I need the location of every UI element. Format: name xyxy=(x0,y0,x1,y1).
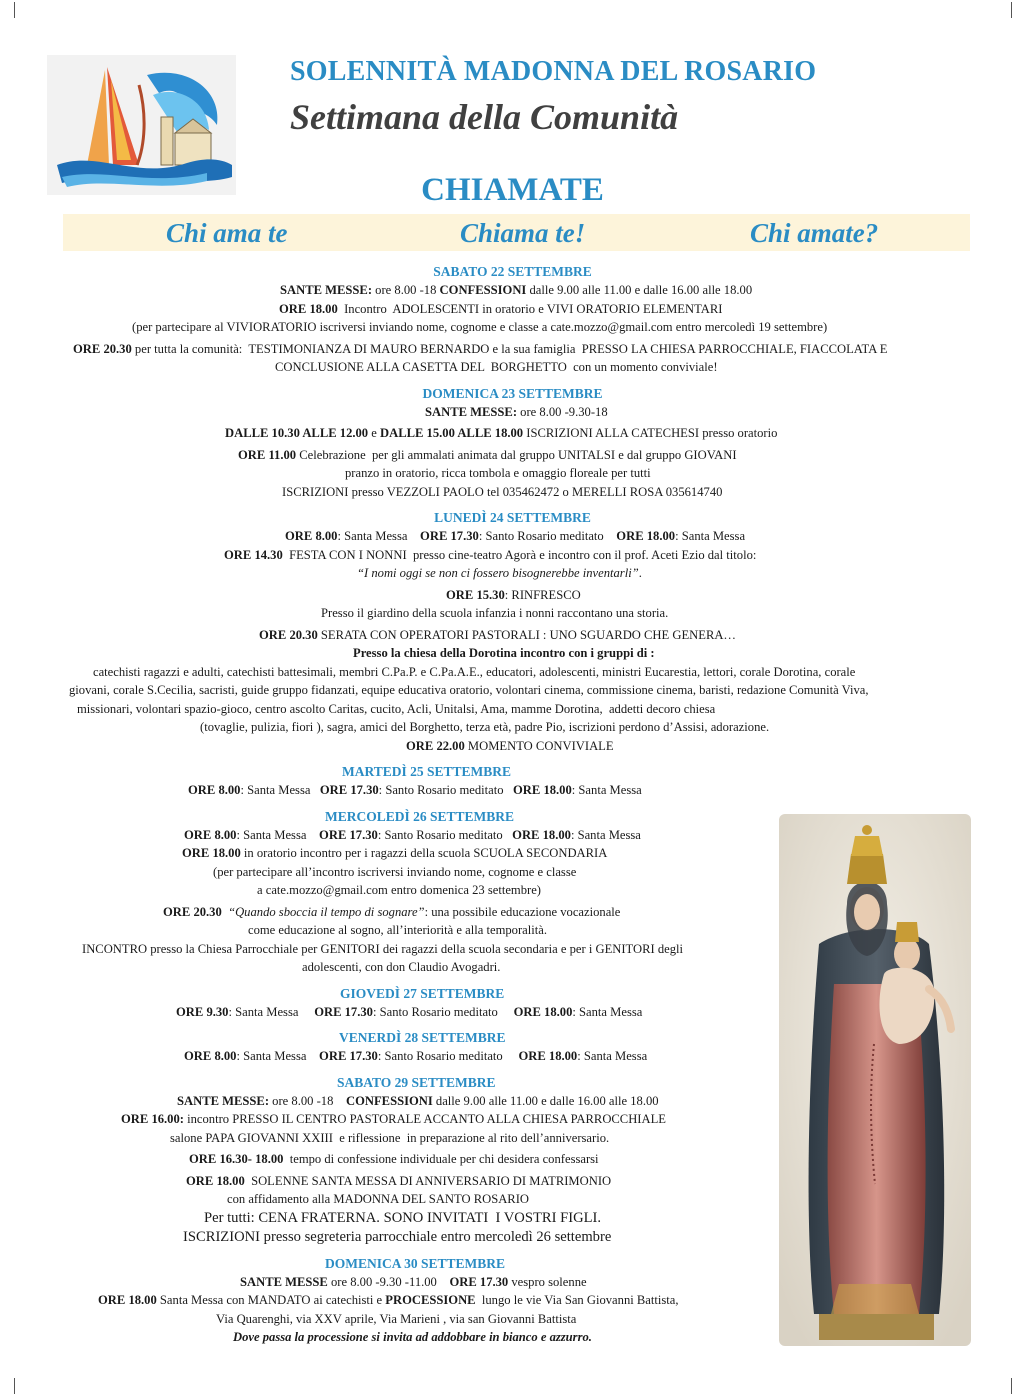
tagline-1: Chi ama te xyxy=(166,218,288,248)
line-text: ORE 18.00 xyxy=(186,1173,245,1188)
line-text: ORE 15.30 xyxy=(446,587,505,602)
line-text: salone PAPA GIOVANNI XXIII e riflessione in preparazione al rito dell’anniversario. xyxy=(170,1130,610,1145)
line-text: a cate.mozzo@gmail.com entro domenica 23 settembre) xyxy=(257,883,541,897)
line-text: catechisti ragazzi e adulti, catechisti battesimali, membri C.Pa.P. e C.Pa.A.E., educatori, adolescenti, ministri Eucarestia, lettori, corale Dorotina, corale xyxy=(93,664,856,679)
schedule-line xyxy=(0,318,1025,337)
line-text: ORE 17.30 xyxy=(319,1049,378,1063)
line-text: dalle 9.00 alle 11.00 e dalle 16.00 alle 18.00 xyxy=(432,1093,659,1108)
day-heading: DOMENICA 30 SETTEMBRE xyxy=(325,1255,506,1271)
schedule-line xyxy=(0,663,1025,682)
schedule-line xyxy=(0,604,1025,623)
schedule-line xyxy=(0,564,1025,583)
schedule-line xyxy=(0,483,1025,502)
line-text: ORE 8.00 xyxy=(184,827,237,842)
line-text: PROCESSIONE xyxy=(385,1293,476,1307)
line-text: (per partecipare all’incontro iscriversi inviando nome, cognome e classe xyxy=(213,864,577,879)
line-text: : Santa Messa xyxy=(572,1004,643,1019)
line-text: adolescenti, con don Claudio Avogadri. xyxy=(302,960,501,974)
tagline-2: Chiama te! xyxy=(460,218,586,248)
schedule-line xyxy=(0,424,1025,443)
event-subtitle: Settimana della Comunità xyxy=(290,97,679,137)
line-text: Presso il giardino della scuola infanzia i nonni raccontano una storia. xyxy=(321,606,669,620)
line-text: INCONTRO presso la Chiesa Parrocchiale per GENITORI dei ragazzi della scuola secondaria e per i GENITORI degli xyxy=(82,941,684,956)
line-text: pranzo in oratorio, ricca tombola e omaggio floreale per tutti xyxy=(345,466,651,480)
line-text: con affidamento alla MADONNA DEL SANTO ROSARIO xyxy=(227,1192,529,1206)
schedule-line xyxy=(0,626,1025,645)
line-text: CONFESSIONI xyxy=(439,283,527,297)
line-text: ORE 17.30 xyxy=(319,783,379,797)
schedule-line xyxy=(0,718,1025,737)
line-text: Per tutti: CENA FRATERNA. SONO INVITATI I VOSTRI FIGLI. xyxy=(204,1209,602,1226)
line-text: in oratorio incontro per i ragazzi della scuola SCUOLA SECONDARIA xyxy=(240,846,608,860)
crop-mark-bottom-right xyxy=(1011,1378,1012,1394)
line-text: SERATA CON OPERATORI PASTORALI : UNO SGUARDO CHE GENERA… xyxy=(317,627,737,642)
line-text: : Santa Messa xyxy=(236,1049,320,1063)
line-text: : Santo Rosario meditato xyxy=(478,529,617,543)
line-text: ISCRIZIONI ALLA CATECHESI presso oratorio xyxy=(523,426,778,440)
line-text: e xyxy=(368,426,380,440)
day-section xyxy=(0,509,1025,755)
schedule-line xyxy=(0,644,1025,663)
line-text: ORE 8.00 xyxy=(184,1049,237,1063)
line-text: ORE 18.00 xyxy=(182,846,241,860)
line-text: : Santa Messa xyxy=(236,827,320,842)
line-text: . xyxy=(638,566,642,580)
line-text: : Santa Messa xyxy=(570,827,641,842)
schedule-line xyxy=(0,300,1025,319)
day-heading: VENERDÌ 28 SETTEMBRE xyxy=(339,1030,506,1045)
line-text: ORE 11.00 xyxy=(238,447,297,462)
line-text: : Santa Messa xyxy=(577,1049,648,1063)
line-text: ORE 16.00: xyxy=(121,1112,184,1126)
line-text: come educazione al sogno, all’interiorità e alla temporalità. xyxy=(248,923,547,937)
line-text: ORE 18.00 xyxy=(512,827,571,842)
line-text: CONFESSIONI xyxy=(345,1093,433,1108)
line-text: ORE 9.30 xyxy=(176,1004,229,1019)
line-text: Santa Messa con MANDATO ai catechisti e xyxy=(156,1293,386,1307)
line-text: ORE 16.30- 18.00 xyxy=(189,1152,284,1166)
schedule-line xyxy=(0,781,1025,800)
event-title: SOLENNITÀ MADONNA DEL ROSARIO xyxy=(290,56,817,87)
schedule-line xyxy=(0,681,1025,700)
line-text: ORE 18.00 xyxy=(513,783,572,797)
day-heading: MERCOLEDÌ 26 SETTEMBRE xyxy=(325,808,515,824)
schedule-line xyxy=(0,464,1025,483)
line-text: : Santa Messa xyxy=(240,783,320,797)
schedule-line xyxy=(0,700,1025,719)
schedule-line xyxy=(0,403,1025,422)
line-text: ORE 17.30 xyxy=(319,827,378,842)
line-text: ore 8.00 -9.30 -11.00 xyxy=(327,1274,450,1289)
line-text: : una possibile educazione vocazionale xyxy=(424,904,621,919)
line-text: ore 8.00 -18 xyxy=(269,1093,346,1108)
tagline-3: Chi amate? xyxy=(750,218,879,248)
line-text: : Santa Messa xyxy=(228,1004,315,1019)
line-text: DALLE 15.00 ALLE 18.00 xyxy=(380,426,524,440)
line-text: per tutta la comunità: TESTIMONIANZA DI MAURO BERNARDO e la sua famiglia PRESSO LA CHIESA PARROCCHIALE, FIACCOLATA E xyxy=(131,341,888,356)
day-heading: LUNEDÌ 24 SETTEMBRE xyxy=(434,510,591,525)
crop-mark-bottom-left xyxy=(14,1378,15,1394)
line-text: tempo di confessione individuale per chi desidera confessarsi xyxy=(283,1152,599,1166)
day-heading: MARTEDÌ 25 SETTEMBRE xyxy=(342,764,512,779)
schedule-line xyxy=(0,586,1025,605)
line-text: ISCRIZIONI presso VEZZOLI PAOLO tel 035462472 o MERELLI ROSA 035614740 xyxy=(282,484,723,499)
line-text: ORE 20.30 xyxy=(163,904,222,919)
line-text: : Santo Rosario meditato xyxy=(377,1049,519,1063)
schedule-line xyxy=(0,281,1025,300)
day-heading: DOMENICA 23 SETTEMBRE xyxy=(422,385,603,401)
line-text: ORE 18.00 xyxy=(616,529,676,543)
line-text: lungo le vie Via San Giovanni Battista, xyxy=(475,1293,679,1307)
line-text: FESTA CON I NONNI presso cine-teatro Agorà e incontro con il prof. Aceti Ezio dal titolo: xyxy=(282,547,757,562)
schedule-line xyxy=(0,358,1025,377)
line-text: ORE 22.00 xyxy=(406,738,465,753)
crop-mark-top-right xyxy=(1011,2,1012,18)
line-text: : Santo Rosario meditato xyxy=(377,827,513,842)
schedule-line xyxy=(0,340,1025,359)
line-text: dalle 9.00 alle 11.00 e dalle 16.00 alle 18.00 xyxy=(526,283,753,297)
line-text: SANTE MESSE: xyxy=(280,283,373,297)
line-text: Incontro ADOLESCENTI in oratorio e VIVI ORATORIO ELEMENTARI xyxy=(337,301,723,316)
line-text: ORE 18.00 xyxy=(279,301,338,316)
line-text: : Santo Rosario meditato xyxy=(372,1004,514,1019)
line-text: Presso la chiesa della Dorotina incontro con i gruppi di : xyxy=(353,646,655,660)
line-text: ORE 20.30 xyxy=(259,627,318,642)
schedule-line xyxy=(0,527,1025,546)
line-text: CONCLUSIONE ALLA CASETTA DEL BORGHETTO con un momento conviviale! xyxy=(275,360,718,374)
line-text: (per partecipare al VIVIORATORIO iscriversi inviando nome, cognome e classe a cate.mozzo@gmail.com entro mercoledì 19 settembre) xyxy=(132,320,828,334)
line-text: ORE 18.00 xyxy=(98,1293,157,1307)
line-text: ORE 17.30 xyxy=(449,1274,509,1289)
line-text: SOLENNE SANTA MESSA DI ANNIVERSARIO DI MATRIMONIO xyxy=(244,1173,612,1188)
day-heading: GIOVEDÌ 27 SETTEMBRE xyxy=(340,985,505,1001)
line-text: Dove passa la processione si invita ad addobbare in bianco e azzurro. xyxy=(233,1330,592,1344)
line-text: ORE 17.30 xyxy=(314,1004,373,1019)
line-text: “I nomi oggi se non ci fossero bisognerebbe inventarli” xyxy=(357,566,639,580)
line-text: ore 8.00 -9.30-18 xyxy=(517,404,608,419)
line-text: incontro PRESSO IL CENTRO PASTORALE ACCANTO ALLA CHIESA PARROCCHIALE xyxy=(183,1112,666,1126)
line-text: ORE 17.30 xyxy=(420,529,479,543)
schedule-line xyxy=(0,446,1025,465)
schedule-line xyxy=(0,546,1025,565)
line-text: ISCRIZIONI presso segreteria parrocchiale entro mercoledì 26 settembre xyxy=(183,1228,612,1245)
line-text: giovani, corale S.Cecilia, sacristi, guide gruppo fidanzati, equipe educativa oratorio, volontari cinema, commissione cinema, baristi, redazione Comunità Viva, xyxy=(69,683,869,697)
madonna-rosary-statue-icon xyxy=(779,814,971,1346)
day-section xyxy=(0,385,1025,502)
line-text: vespro solenne xyxy=(508,1274,587,1289)
line-text: : Santa Messa xyxy=(337,529,421,543)
line-text: ORE 8.00 xyxy=(285,529,338,543)
line-text: MOMENTO CONVIVIALE xyxy=(464,738,614,753)
day-heading: SABATO 29 SETTEMBRE xyxy=(337,1074,496,1090)
line-text: SANTE MESSE: xyxy=(177,1093,270,1108)
line-text: : Santa Messa xyxy=(675,529,746,543)
line-text: DALLE 10.30 ALLE 12.00 xyxy=(225,426,369,440)
line-text: SANTE MESSE xyxy=(240,1274,328,1289)
line-text: ORE 20.30 xyxy=(73,341,132,356)
day-heading: SABATO 22 SETTEMBRE xyxy=(433,264,592,279)
day-section xyxy=(0,763,1025,800)
line-text: ore 8.00 -18 xyxy=(372,283,440,297)
line-text: “Quando sboccia il tempo di sognare” xyxy=(228,904,425,919)
line-text: : RINFRESCO xyxy=(504,587,581,602)
crop-mark-top-left xyxy=(14,2,15,18)
line-text: Celebrazione per gli ammalati animata dal gruppo UNITALSI e dal gruppo GIOVANI xyxy=(296,447,737,462)
day-section xyxy=(0,263,1025,377)
line-text: Via Quarenghi, via XXV aprile, Via Marieni , via san Giovanni Battista xyxy=(216,1311,577,1326)
line-text: SANTE MESSE: xyxy=(425,404,518,419)
headline: CHIAMATE xyxy=(421,172,604,208)
line-text: : Santo Rosario meditato xyxy=(378,783,513,797)
line-text: ORE 18.00 xyxy=(513,1004,573,1019)
line-text: ORE 8.00 xyxy=(188,783,241,797)
line-text: : Santa Messa xyxy=(571,783,642,797)
line-text: ORE 18.00 xyxy=(518,1049,578,1063)
schedule-line xyxy=(0,737,1025,756)
madonna-statue-photo xyxy=(779,814,971,1346)
line-text: ORE 14.30 xyxy=(224,547,283,562)
line-text: (tovaglie, pulizia, fiori ), sagra, amici del Borghetto, terza età, padre Pio, iscrizioni perdono d’Assisi, adorazione. xyxy=(200,720,770,734)
line-text: missionari, volontari spazio-gioco, centro ascolto Caritas, cucito, Acli, Unitalsi, Ama, mamme Dorotina, addetti decoro chiesa xyxy=(77,701,716,716)
